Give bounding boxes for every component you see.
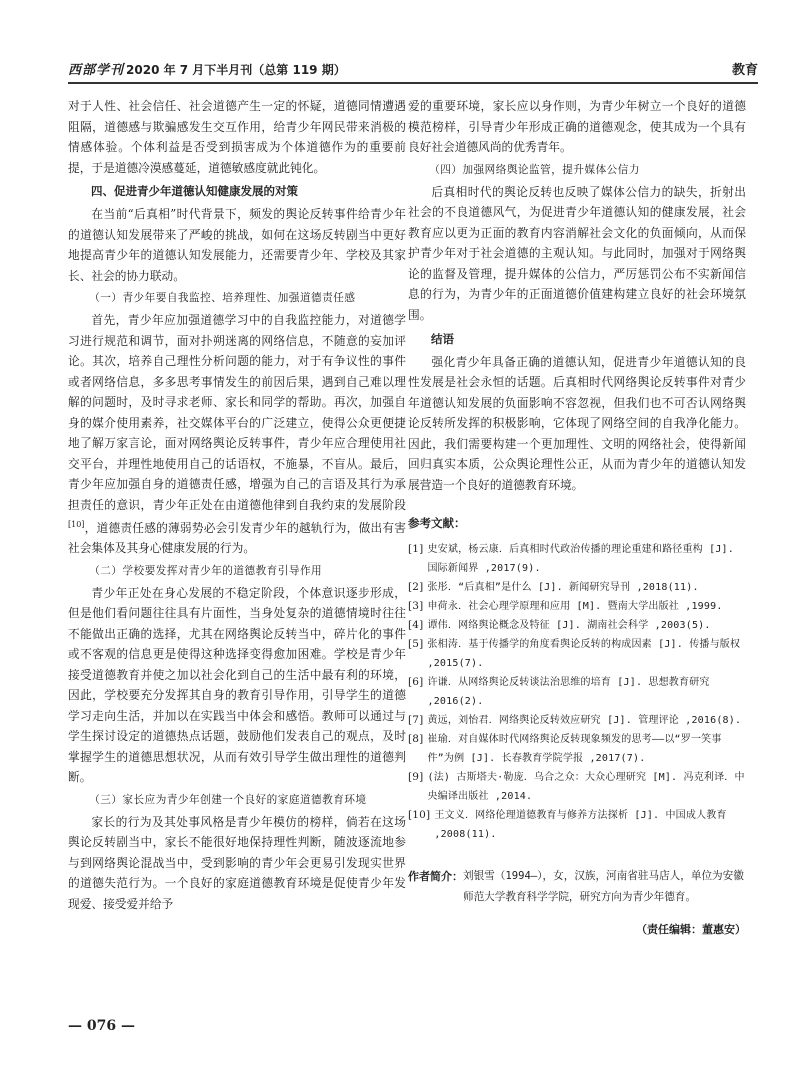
citation-marker: [10] [68, 520, 85, 529]
paragraph: 后真相时代的舆论反转也反映了媒体公信力的缺失，折射出社会的不良道德风气，为促进青少年道德认知的健康发展，社会教育应以更为正面的教育内容消解社会文化的负面倾向，从而保护青少年对于社会道德的主观认知。与此同时，加强对于网络舆论的监督及管理，提升媒体的公信力，严厉惩罚公布不实新闻信息的行为，为青少年的正面道德价值建构建立良好的社会环境氛围。 [408, 184, 746, 322]
paragraph-text: 首先，青少年应加强道德学习中的自我监控能力，对道德学习进行规范和调节，面对扑朔迷离的网络信息，不随意的妄加评论。其次，培养自己理性分析问题的能力，对于有争议性的事件或者网络信息，多多思考事情发生的前因后果，遇到自己难以理解的问题时，及时寻求老师、家长和同学的帮助。再次，加强自身的媒介使用素养，社交媒体平台的广泛建立，使得公众更便捷地了解万家言论，面对网络舆论反转事件，青少年应合理使用社交平台，并理性地使用自己的话语权，不施暴，不盲从。最后，青少年应加强自身的道德责任感，增强为自己的言语及其行为承担责任的意识，青少年正处在由道德他律到自我约束的发展阶段 [68, 313, 406, 512]
paragraph: 对于人性、社会信任、社会道德产生一定的怀疑，道德同情遭遇阻隔，道德感与欺骗感发生交互作用，给青少年网民带来消极的情感体验。个体利益是否受到损害成为个体道德作为的重要前提，于是道德冷漠感蔓延，道德敏感度就此钝化。 [68, 99, 406, 175]
reference-item [408, 768, 746, 806]
reference-text: 黄远，刘怡君．网络舆论反转效应研究 [J]. 管理评论 ,2016(8). [427, 714, 742, 726]
page-header [68, 56, 758, 78]
right-column [408, 96, 746, 940]
conclusion-heading: 结语 [431, 332, 454, 346]
section-label: 教育 [731, 63, 758, 78]
paragraph-text: ，道德责任感的薄弱势必会引发青少年的越轨行为，做出有害社会集体及其身心健康发展的行为。 [68, 520, 406, 556]
paragraph: 强化青少年具备正确的道德认知，促进青少年道德认知的良性发展是社会永恒的话题。后真相时代网络舆论反转事件对青少年道德认知发展的负面影响不容忽视，但我们也不可否认网络舆论反转所发挥的积极影响，它体现了网络空间的自我净化能力。因此，我们需要构建一个更加理性、文明的网络社会，使得新闻回归真实本质，公众舆论理性公正，从而为青少年的道德认知发展营造一个良好的道德教育环境。 [408, 354, 746, 492]
references-title: 参考文献： [408, 516, 466, 530]
subsection-heading: （四）加强网络舆论监管，提升媒体公信力 [429, 163, 640, 176]
reference-number: [7] [408, 713, 424, 726]
reference-number: [6] [408, 675, 424, 688]
page-number: — 076 — [68, 1018, 135, 1034]
issue-info: 2020 年 7 月下半月刊（总第 119 期） [126, 63, 346, 77]
reference-text: 谭伟．网络舆论概念及特征 [J]. 湖南社会科学 ,2003(5). [427, 619, 711, 631]
reference-item [408, 635, 746, 673]
responsible-editor: （责任编辑：董惠安） [636, 922, 746, 936]
reference-item [408, 616, 746, 635]
reference-text: 崔瑜．对自媒体时代网络舆论反转现象频发的思考——以“罗一笑事件”为例 [J]. 长春教育学院学报 ,2017(7). [427, 733, 722, 764]
subsection-heading: （一）青少年要自我监控、培养理性、加强道德责任感 [89, 292, 356, 304]
subsection-heading: （三）家长应为青少年创建一个良好的家庭道德教育环境 [89, 793, 367, 806]
reference-text: 许谦．从网络舆论反转谈法治思维的培育 [J]. 思想教育研究 ,2016(2). [427, 676, 710, 707]
reference-number: [1] [408, 542, 424, 555]
reference-item [408, 540, 746, 578]
left-column [68, 96, 406, 914]
subsection-heading: （二）学校要发挥对青少年的道德教育引导作用 [89, 564, 323, 577]
reference-number: [9] [408, 770, 424, 783]
reference-number: [2] [408, 580, 424, 593]
reference-number: [4] [408, 618, 424, 631]
reference-item [408, 597, 746, 616]
reference-text: (法) 古斯塔夫·勒庞．乌合之众：大众心理研究 [M]. 冯克利译．中央编译出版社 ,2014. [427, 771, 745, 802]
references-list [408, 540, 746, 844]
reference-item [408, 578, 746, 597]
journal-logo: 西部学刊 [68, 63, 125, 78]
reference-item [408, 730, 746, 768]
reference-number: [3] [408, 599, 424, 612]
reference-text: 申荷永．社会心理学原理和应用 [M]. 暨南大学出版社 ,1999. [427, 600, 723, 612]
paragraph: 家长的行为及其处事风格是青少年模仿的榜样，倘若在这场舆论反转剧当中，家长不能很好地保持理性判断，随波逐流地参与到网络舆论混战当中，受到影响的青少年会更易引发现实世界的道德失范行为。一个良好的家庭道德教育环境是促使青少年发现爱、接受爱并给予 [68, 814, 406, 911]
reference-text: 张相涛．基于传播学的角度看舆论反转的构成因素 [J]. 传播与版权 ,2015(7). [427, 638, 741, 669]
author-bio-label: 作者简介： [408, 869, 463, 883]
author-bio [408, 866, 746, 908]
reference-item [408, 711, 746, 730]
reference-number: [5] [408, 637, 424, 650]
section-heading: 四、促进青少年道德认知健康发展的对策 [91, 184, 298, 198]
header-rule [68, 82, 758, 84]
paragraph [68, 310, 406, 559]
paragraph: 青少年正处在身心发展的不稳定阶段，个体意识逐步形成，但是他们看问题往往具有片面性，当身处复杂的道德情境时往往不能做出正确的选择，尤其在网络舆论反转当中，碎片化的事件或不客观的信息更是使得这种选择变得愈加困难。学校是青少年接受道德教育并使之加以社会化到自己的生活中最有利的环境，因此，学校要充分发挥其自身的教育引导作用，引导学生的道德学习走向生活，并加以在实践当中体会和感悟。教师可以通过与学生探讨设定的道德热点话题，鼓励他们发表自己的观点，及时掌握学生的道德思想状况，从而有效引导学生做出理性的道德判断。 [68, 585, 406, 785]
paragraph: 爱的重要环境，家长应以身作则，为青少年树立一个良好的道德模范榜样，引导青少年形成正确的道德观念，使其成为一个具有良好社会道德风尚的优秀青年。 [408, 99, 746, 154]
reference-item [408, 806, 746, 844]
author-bio-text: 刘银雪（1994—），女，汉族，河南省驻马店人，单位为安徽师范大学教育科学学院，研究方向为青少年德育。 [463, 869, 744, 903]
paragraph: 在当前“后真相”时代背景下，频发的舆论反转事件给青少年的道德认知发展带来了严峻的挑战，如何在这场反转剧当中更好地提高青少年的道德认知发展能力，还需要青少年、学校及其家长、社会的协力联动。 [68, 207, 406, 283]
reference-number: [10] [408, 808, 431, 821]
header-left [68, 59, 346, 78]
reference-number: [8] [408, 732, 424, 745]
reference-text: 史安斌，杨云康．后真相时代政治传播的理论重建和路径重构 [J]. 国际新闻界 ,2017(9). [427, 543, 734, 574]
reference-text: 王文义．网络伦理道德教育与修养方法探析 [J]. 中国成人教育 ,2008(11). [434, 809, 727, 840]
reference-item [408, 673, 746, 711]
reference-text: 张彤．“后真相”是什么 [J]. 新闻研究导刊 ,2018(11). [427, 581, 699, 593]
